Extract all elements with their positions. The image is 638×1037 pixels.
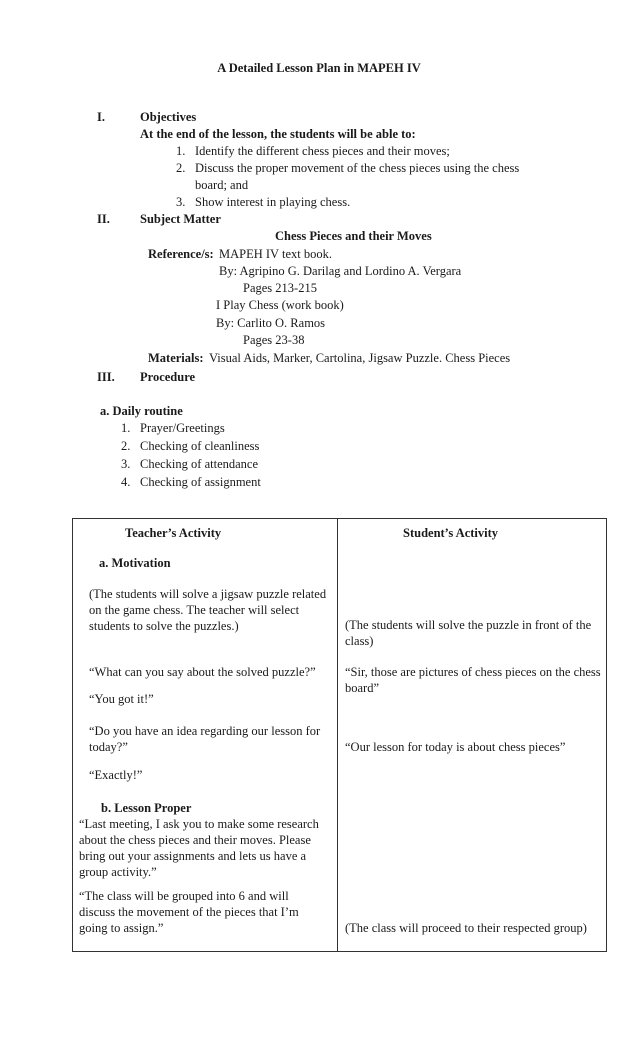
teacher-activity-text: “You got it!”	[89, 692, 154, 706]
objective-number: 3.	[176, 195, 186, 209]
routine-number: 3.	[121, 457, 131, 471]
objectives-intro: At the end of the lesson, the students will be able to:	[140, 127, 416, 141]
lesson-proper-heading: b. Lesson Proper	[101, 801, 192, 815]
objective-text: Discuss the proper movement of the chess pieces using the chess	[195, 161, 520, 175]
reference-label: Reference/s:	[148, 247, 214, 261]
routine-text: Prayer/Greetings	[140, 421, 225, 435]
materials-text: Visual Aids, Marker, Cartolina, Jigsaw Puzzle. Chess Pieces	[209, 351, 511, 365]
student-activity-text: (The class will proceed to their respected group)	[345, 921, 587, 935]
objective-text-continued: board; and	[195, 178, 249, 192]
routine-text: Checking of attendance	[140, 457, 259, 471]
activity-table	[72, 518, 607, 952]
teacher-activity-text: “Exactly!”	[89, 768, 143, 782]
routine-text: Checking of assignment	[140, 475, 261, 489]
student-activity-header: Student’s Activity	[403, 526, 499, 540]
teacher-activity-text: (The students will solve a jigsaw puzzle related on the game chess. The teacher will select students to solve the puzzles.)	[89, 587, 327, 633]
reference-line: Pages 213-215	[243, 281, 317, 295]
section-number-objectives: I.	[97, 110, 105, 124]
reference-line: By: Agripino G. Darilag and Lordino A. Vergara	[219, 264, 462, 278]
materials-label: Materials:	[148, 351, 204, 365]
reference-line: By: Carlito O. Ramos	[216, 316, 326, 330]
teacher-activity-header: Teacher’s Activity	[125, 526, 222, 540]
student-activity-text: “Our lesson for today is about chess pieces”	[345, 740, 566, 754]
routine-number: 4.	[121, 475, 131, 489]
reference-line: Pages 23-38	[243, 333, 305, 347]
objective-text: Identify the different chess pieces and their moves;	[195, 144, 450, 158]
subject-matter-heading: Subject Matter	[140, 212, 221, 226]
objective-number: 2.	[176, 161, 186, 175]
reference-line: MAPEH IV text book.	[219, 247, 332, 261]
student-activity-text: (The students will solve the puzzle in front of the class)	[345, 618, 592, 648]
procedure-heading: Procedure	[140, 370, 196, 384]
subject-topic: Chess Pieces and their Moves	[275, 229, 432, 243]
table-column-divider	[337, 519, 338, 951]
routine-text: Checking of cleanliness	[140, 439, 260, 453]
teacher-activity-text: “What can you say about the solved puzzle?”	[89, 665, 316, 679]
daily-routine-heading: a. Daily routine	[100, 404, 183, 418]
objective-number: 1.	[176, 144, 186, 158]
section-number-subject: II.	[97, 212, 110, 226]
objectives-heading: Objectives	[140, 110, 197, 124]
section-number-procedure: III.	[97, 370, 115, 384]
motivation-heading: a. Motivation	[99, 556, 171, 570]
objective-text: Show interest in playing chess.	[195, 195, 351, 209]
routine-number: 1.	[121, 421, 131, 435]
teacher-activity-text: “Last meeting, I ask you to make some research about the chess pieces and their moves. Please bring out your assignments and lets us have a group activity.”	[79, 817, 319, 879]
routine-number: 2.	[121, 439, 131, 453]
reference-line: I Play Chess (work book)	[216, 298, 344, 312]
student-activity-text: “Sir, those are pictures of chess pieces on the chess board”	[345, 665, 601, 695]
teacher-activity-text: “Do you have an idea regarding our lesson for today?”	[89, 724, 321, 754]
document-title: A Detailed Lesson Plan in MAPEH IV	[217, 61, 421, 75]
teacher-activity-text: “The class will be grouped into 6 and will discuss the movement of the pieces that I’m going to assign.”	[79, 889, 299, 935]
